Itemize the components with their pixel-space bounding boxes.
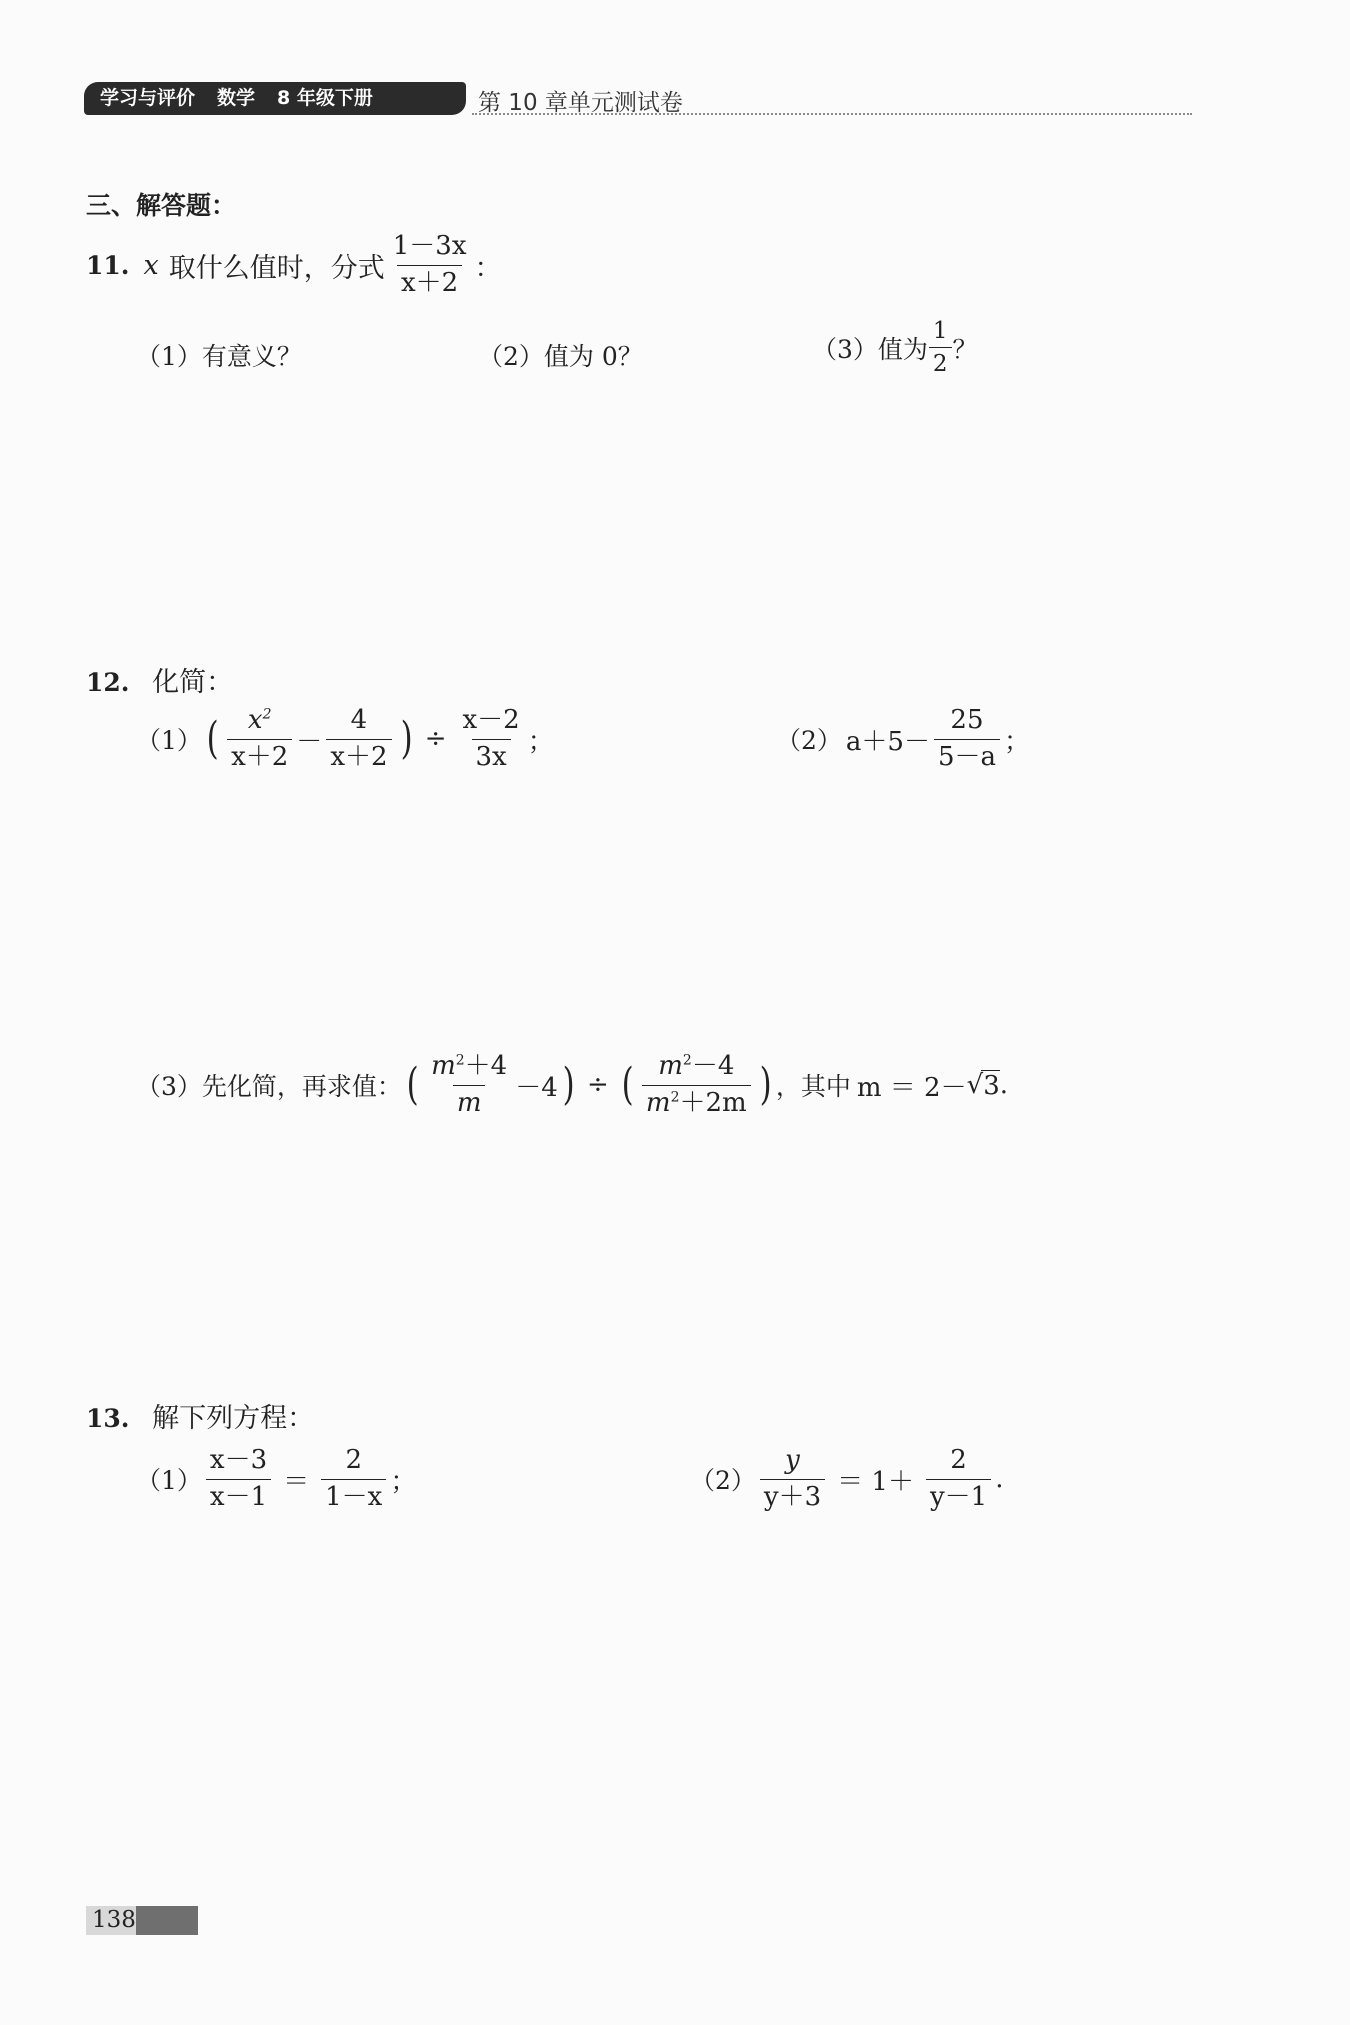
fraction [227,706,292,773]
stem-colon: ： [474,252,502,284]
fraction-denominator: x＋2 [397,265,462,299]
fraction [929,318,952,378]
part-label: （1） [136,1466,202,1496]
question-title: 解下列方程： [152,1403,315,1434]
divide-sign: ÷ [586,1070,609,1101]
fraction [642,1052,751,1119]
q13-part-1 [136,1446,416,1513]
section-title: 三、解答题： [86,191,237,220]
minus-four: －4 [515,1072,558,1103]
fraction-denominator: x－1 [206,1479,271,1513]
part-label: （2） [776,726,842,756]
question-title: 化简： [152,667,234,698]
q12-part-1: （1） ( $\frac{x^2}{x+2}$ － $\frac{4}{x+2}$ ) ÷ $\frac{x-2}{3x}$ ； [136,705,554,772]
fraction-numerator: x－3 [209,1445,268,1475]
sqrt-radicand: 3 [983,1070,1000,1101]
part-tail: ； [527,726,554,757]
fraction [427,1052,511,1119]
header-divider [472,113,1192,115]
question-11 [86,232,501,299]
part-label: （2） [690,1466,756,1496]
fraction-numerator: $m^2-4$ [658,1051,735,1081]
fraction [326,706,391,773]
equation-middle: ＝ 1＋ [837,1466,914,1497]
part-tail: ？ [952,334,978,364]
fraction-numerator: 25 [950,705,984,735]
fraction [934,706,1000,773]
question-number: 12. [86,668,130,697]
equals-sign: ＝ [283,1466,310,1497]
fraction-denominator: 3x [472,739,511,773]
q12-part-2 [776,706,1030,773]
minus-sign: － [296,726,323,757]
fraction-denominator: 2 [929,347,952,377]
book-subject: 数学 [217,87,256,109]
fraction [926,1446,991,1513]
book-title: 学习与评价 [100,87,196,109]
part-tail: ； [390,1466,417,1497]
book-grade: 8 年级下册 [277,87,373,109]
fraction-denominator: 1－x [321,1479,386,1513]
fraction-denominator: m [453,1085,486,1119]
question-number: 11. [86,250,130,280]
q11-part-1: （1）有意义？ [136,342,302,371]
stem-variable: x [143,249,159,281]
chapter-title: 第 10 章单元测试卷 [478,90,683,116]
fraction-denominator: 5－a [934,739,1000,773]
fraction-numerator: $x^2$ [247,705,272,735]
fraction [206,1446,271,1513]
q13-part-2 [690,1446,1003,1513]
book-series-badge [84,82,466,115]
part-label: （3）值为 [812,334,928,364]
where-clause: ，其中 [775,1072,851,1102]
fraction-numerator: 2 [345,1445,363,1475]
fraction-denominator: x＋2 [326,739,391,773]
condition: m ＝ 2－ [856,1072,967,1103]
fraction-numerator: 1 [932,318,948,344]
fraction [459,706,524,773]
q11-part-3 [812,318,978,378]
fraction-numerator: 4 [350,705,368,735]
divide-sign: ÷ [424,724,447,755]
part-tail: . [999,1070,1008,1101]
question-12 [86,660,233,699]
question-number: 13. [86,1404,130,1433]
q12-part-3: （3）先化简，再求值： ( $\frac{m^2+4}{m}$ －4 ) ÷ ( $\frac{m^2-4}{m^2+2m}$ ) ，其中 m ＝ 2－ √ 3 . [136,1051,1008,1118]
fraction-denominator: y－1 [926,1479,991,1513]
part-label: （3）先化简，再求值： [136,1072,402,1102]
q11-part-2: （2）值为 0？ [478,342,643,371]
sqrt-sign: √ [966,1070,984,1101]
fraction-denominator: x＋2 [227,739,292,773]
part-tail: . [995,1464,1004,1495]
part-label: （1） [136,726,202,756]
expression: a＋5－ [845,726,930,757]
fraction [389,232,471,299]
fraction-numerator: $m^2+4$ [431,1051,508,1081]
fraction [760,1446,825,1513]
stem-text: 取什么值时，分式 [168,252,385,284]
fraction-numerator: x－2 [462,705,520,735]
fraction-denominator: y＋3 [760,1479,825,1513]
fraction-numerator: 1－3x [392,231,467,261]
question-13 [86,1396,314,1435]
page-number: 138 [86,1906,198,1935]
fraction-numerator: y [785,1445,800,1475]
fraction [321,1446,386,1513]
part-tail: ； [1004,726,1031,757]
fraction-denominator: $m^2+2m$ [642,1085,751,1119]
fraction-numerator: 2 [950,1445,967,1475]
